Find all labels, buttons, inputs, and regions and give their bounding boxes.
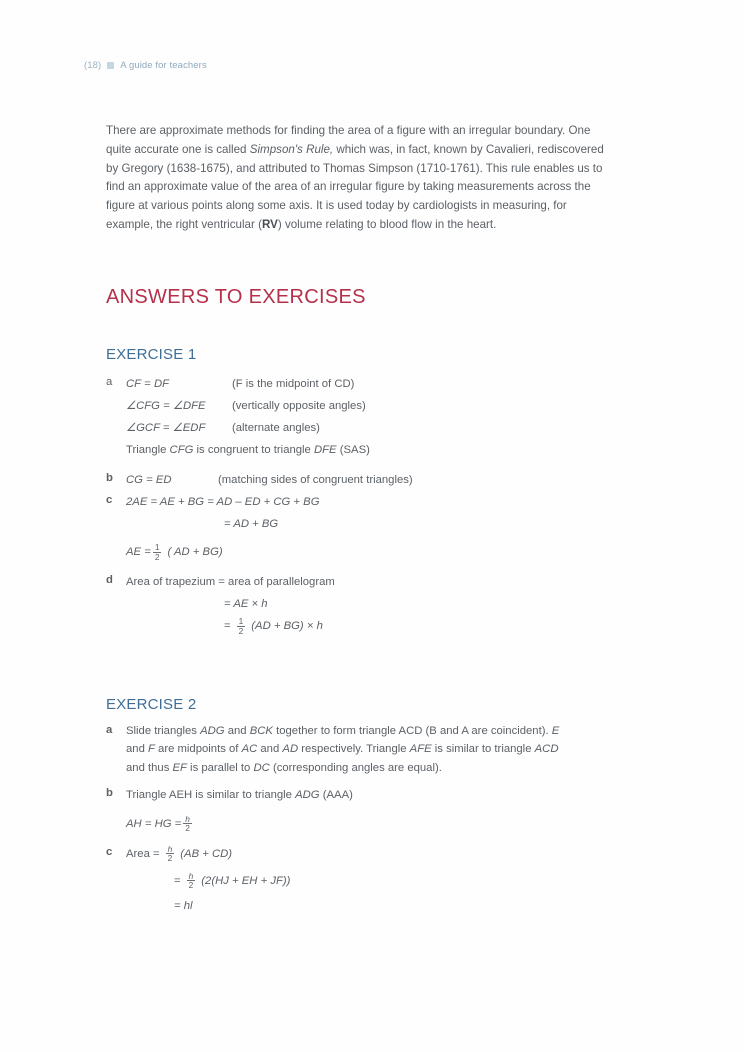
statement: Triangle AEH is similar to triangle ADG (AAA): [126, 789, 353, 802]
answer-item-2c: [106, 844, 606, 918]
spacer: [106, 777, 606, 785]
answer-line: [126, 814, 606, 836]
intro-line-2-post: which was, in fact, known by Cavalieri,: [333, 142, 535, 156]
expression: = hl: [174, 900, 193, 913]
answer-line: [126, 418, 606, 440]
item-marker: c: [106, 845, 113, 858]
fraction-h-over-2: [187, 872, 196, 890]
answer-line: [126, 871, 606, 893]
fraction-numerator: h: [167, 843, 173, 854]
answer-line: [126, 374, 606, 396]
item-content: [126, 572, 606, 638]
item-marker: d: [106, 574, 113, 586]
answer-item-1a: [106, 374, 606, 462]
annotation: (matching sides of congruent triangles): [218, 474, 413, 487]
intro-line-7: flow in the heart.: [411, 217, 497, 231]
answer-line: [126, 594, 606, 616]
equals-sign: =: [224, 620, 231, 633]
expression-prefix: AE =: [126, 546, 151, 559]
expression: ∠CFG = ∠DFE: [126, 400, 206, 413]
intro-line-3: rediscovered by Gregory (1638-1675), and attributed to Thomas Simpson (1710-1761). This: [106, 142, 604, 175]
expression: = AD + BG: [224, 518, 279, 531]
answer-line: and thus EF is parallel to DC (corresponding angles are equal).: [126, 761, 442, 774]
expression-suffix: (2(HJ + EH + JF)): [201, 875, 291, 888]
fraction-h-over-2: [183, 815, 192, 833]
item-marker: a: [106, 376, 113, 388]
answer-item-1b: [106, 470, 606, 492]
expression: ∠GCF = ∠EDF: [126, 422, 206, 435]
answer-line: [126, 492, 606, 514]
answer-line: [126, 572, 606, 594]
fraction-denominator: 2: [238, 625, 244, 636]
answer-item-1d: [106, 572, 606, 638]
fraction-one-half: [237, 617, 246, 635]
item-marker: b: [106, 786, 113, 799]
fraction-one-half: [153, 543, 162, 561]
rv-abbreviation: RV: [261, 217, 278, 231]
fraction-denominator: 2: [188, 880, 194, 891]
fraction-numerator: h: [185, 813, 190, 824]
item-marker: b: [106, 472, 113, 484]
item-content: [126, 844, 606, 918]
fraction-denominator: 2: [167, 853, 173, 864]
item-marker: a: [106, 724, 113, 736]
answer-item-2a: [106, 722, 606, 777]
exercise-2-heading: EXERCISE 2: [106, 696, 197, 713]
expression-suffix: (AD + BG) × h: [251, 620, 323, 633]
intro-line-6-post: ) volume relating to blood: [277, 217, 409, 231]
page-number: (18): [84, 60, 102, 71]
square-dot-icon: [107, 62, 114, 69]
answers-to-exercises-heading: ANSWERS TO EXERCISES: [106, 286, 366, 308]
intro-line-2-pre: One quite accurate one is called: [106, 124, 591, 156]
intro-line-6-pre: cardiologists in measuring, for example, the right ventricular (: [106, 199, 567, 231]
annotation: (vertically opposite angles): [232, 400, 366, 413]
intro-paragraph-block: [106, 122, 606, 235]
fraction-h-over-2: [166, 845, 175, 863]
answer-line: [126, 440, 606, 462]
spacer: [106, 462, 606, 470]
annotation: (alternate angles): [232, 422, 320, 435]
answer-item-2b: [106, 785, 606, 836]
answer-line: [126, 514, 606, 536]
fraction-denominator: 2: [185, 823, 190, 834]
expression-suffix: ( AD + BG): [167, 546, 223, 559]
intro-paragraph: [106, 122, 606, 235]
equals-sign: =: [174, 875, 181, 888]
header-title: A guide for teachers: [120, 60, 207, 71]
item-content: [126, 785, 606, 836]
item-content: [126, 722, 606, 777]
intro-line-4: rule enables us to find an approximate value of the area of an irregular figure by taking: [106, 161, 603, 194]
intro-line-5: measurements across the figure at various points along some axis. It is used today by: [106, 180, 591, 213]
item-content: [126, 374, 606, 462]
exercise-1-answers: [106, 374, 606, 638]
answer-line: [126, 396, 606, 418]
annotation: (F is the midpoint of CD): [232, 378, 355, 391]
answer-line: Slide triangles ADG and BCK together to form triangle ACD (B and A are coincident). E: [126, 725, 560, 737]
intro-line-1: There are approximate methods for finding the area of a figure with an irregular boundary.: [106, 124, 566, 137]
running-header: [84, 60, 207, 71]
expression: = AE × h: [224, 598, 268, 611]
answer-line: [126, 616, 606, 638]
expression-suffix: (AB + CD): [180, 848, 233, 861]
fraction-numerator: h: [188, 870, 194, 881]
expression: 2AE = AE + BG = AD – ED + CG + BG: [126, 496, 320, 509]
exercise-1-heading: EXERCISE 1: [106, 346, 197, 363]
expression: CG = ED: [126, 474, 172, 487]
fraction-numerator: 1: [154, 542, 160, 553]
spacer: [106, 836, 606, 844]
answer-line: [126, 785, 606, 807]
fraction-denominator: 2: [154, 551, 160, 562]
item-marker: c: [106, 494, 113, 506]
expression-prefix: Area =: [126, 848, 160, 861]
expression: CF = DF: [126, 378, 169, 391]
item-content: [126, 492, 606, 564]
expression-prefix: AH = HG =: [126, 818, 182, 831]
answer-line: [126, 542, 606, 564]
answer-line: and F are midpoints of AC and AD respectively. Triangle AFE is similar to triangle ACD: [126, 743, 559, 756]
simpsons-rule-emphasis: Simpson's Rule,: [249, 142, 334, 156]
item-content: [126, 470, 606, 492]
fraction-numerator: 1: [238, 616, 244, 627]
answer-item-1c: [106, 492, 606, 564]
statement: Triangle CFG is congruent to triangle DFE (SAS): [126, 444, 370, 457]
statement: Area of trapezium = area of parallelogram: [126, 576, 335, 589]
answer-line: [126, 470, 606, 492]
spacer: [106, 564, 606, 572]
answer-line: [126, 896, 606, 918]
answer-line: [126, 844, 606, 866]
exercise-2-answers: [106, 722, 606, 918]
